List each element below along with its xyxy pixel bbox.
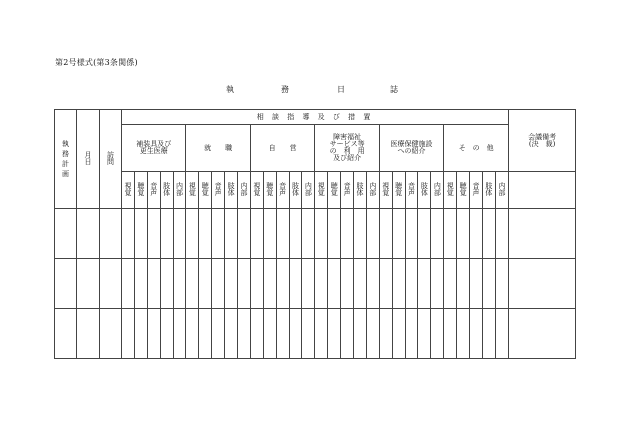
subcolumn-char: 体 [292, 189, 300, 197]
subcolumn-label [431, 181, 443, 199]
subcolumn-label [174, 181, 186, 199]
subcolumn-header [250, 172, 263, 209]
table-cell[interactable] [328, 259, 341, 309]
subcolumn-label [315, 181, 327, 199]
table-cell[interactable] [276, 309, 289, 359]
table-cell[interactable] [302, 259, 315, 309]
subcolumn-label [290, 181, 302, 199]
table-cell[interactable] [289, 209, 302, 259]
category-shuushoku [186, 125, 250, 172]
table-cell[interactable] [354, 309, 367, 359]
subcolumn-char: 体 [485, 189, 493, 197]
header-shitsumu-char: 計 [62, 159, 69, 168]
table-cell[interactable] [100, 259, 122, 309]
subcolumn-char: 部 [304, 189, 312, 197]
table-cell[interactable] [238, 309, 251, 359]
subcolumn-char: 覚 [330, 189, 338, 197]
header-shitsumu-char: 画 [62, 169, 69, 178]
subcolumn-char: 音 [214, 182, 222, 190]
table-row [55, 259, 576, 309]
document-title [0, 84, 630, 94]
subcolumn-char: 部 [176, 189, 183, 197]
table-cell[interactable] [289, 309, 302, 359]
table-cell[interactable] [392, 259, 405, 309]
subcolumn-header [199, 172, 212, 209]
subcolumn-char: 視 [446, 182, 454, 190]
table-cell[interactable] [379, 259, 392, 309]
subcolumn-label [496, 181, 508, 199]
subcolumn-label [302, 181, 314, 199]
table-cell[interactable] [418, 309, 431, 359]
subcolumn-header [173, 172, 186, 209]
subcolumn-char: 聴 [266, 182, 274, 190]
subcolumn-header [354, 172, 367, 209]
subcolumn-header [160, 172, 173, 209]
table-cell[interactable] [315, 259, 328, 309]
subcolumn-header [379, 172, 392, 209]
table-cell[interactable] [366, 309, 379, 359]
table-cell[interactable] [354, 259, 367, 309]
subcolumn-char: 視 [188, 182, 196, 190]
table-cell[interactable] [341, 259, 354, 309]
table-cell[interactable] [341, 309, 354, 359]
table-cell[interactable] [186, 209, 199, 259]
table-cell[interactable] [160, 259, 173, 309]
table-cell[interactable] [263, 209, 276, 259]
subcolumn-char: 部 [240, 189, 248, 197]
subcolumn-char: 覚 [253, 189, 261, 197]
subcolumn-char: 視 [317, 182, 325, 190]
subcolumn-char: 音 [472, 182, 480, 190]
table-cell[interactable] [509, 209, 576, 259]
subcolumn-char: 覚 [317, 189, 325, 197]
title-char-1: 執 [226, 85, 234, 94]
table-cell[interactable] [199, 309, 212, 359]
table-cell[interactable] [122, 309, 135, 359]
subcolumn-label [367, 181, 379, 199]
table-cell[interactable] [392, 209, 405, 259]
subcolumn-char: 覚 [266, 189, 274, 197]
table-cell[interactable] [444, 309, 457, 359]
table-cell[interactable] [354, 209, 367, 259]
table-cell[interactable] [238, 259, 251, 309]
subcolumn-header [405, 172, 418, 209]
subcolumn-char: 覚 [201, 189, 209, 197]
subcolumn-char: 音 [343, 182, 351, 190]
subcolumn-header [341, 172, 354, 209]
subcolumn-char: 聴 [330, 182, 338, 190]
category-line: 及び紹介 [333, 154, 362, 162]
header-homon-char: 訪 [107, 151, 114, 159]
subcolumn-char: 覚 [188, 189, 196, 197]
table-cell[interactable] [173, 309, 186, 359]
table-cell[interactable] [509, 259, 576, 309]
category-jiei [250, 125, 314, 172]
subcolumn-char: 声 [214, 189, 222, 197]
table-cell[interactable] [392, 309, 405, 359]
table-cell[interactable] [341, 209, 354, 259]
subcolumn-header [134, 172, 147, 209]
subcolumn-label [418, 181, 430, 199]
subcolumn-label [354, 181, 366, 199]
subcolumn-char: 部 [433, 189, 441, 197]
table-cell[interactable] [263, 259, 276, 309]
table-cell[interactable] [276, 259, 289, 309]
subcolumn-char: 声 [472, 189, 480, 197]
category-line: 補装具及び [136, 140, 172, 148]
subcolumn-char: 音 [408, 182, 416, 190]
table-cell[interactable] [238, 209, 251, 259]
subcolumn-label [122, 181, 134, 199]
table-cell[interactable] [212, 259, 225, 309]
subcolumn-char: 肢 [420, 182, 428, 190]
subcolumn-header [457, 172, 470, 209]
table-cell[interactable] [250, 309, 263, 359]
table-cell[interactable] [225, 259, 238, 309]
subcolumn-label [444, 181, 456, 199]
subcolumn-char: 内 [176, 182, 183, 190]
category-sonota [444, 125, 509, 172]
subcolumn-label [135, 181, 147, 199]
subcolumn-header [212, 172, 225, 209]
table-cell[interactable] [199, 209, 212, 259]
table-cell[interactable] [173, 209, 186, 259]
header-day: 日 [84, 158, 92, 166]
table-cell[interactable] [315, 209, 328, 259]
subcolumn-char: 体 [420, 189, 428, 197]
subcolumn-char: 内 [304, 182, 312, 190]
category-line: 自 営 [268, 143, 297, 152]
table-cell[interactable] [328, 209, 341, 259]
subcolumn-char: 聴 [459, 182, 467, 190]
title-char-4: 誌 [390, 85, 398, 94]
table-cell[interactable] [160, 209, 173, 259]
subcolumn-label [264, 181, 276, 199]
table-cell[interactable] [431, 209, 444, 259]
subcolumn-char: 覚 [395, 189, 403, 197]
subcolumn-header [263, 172, 276, 209]
subcolumn-label [148, 181, 160, 199]
subcolumn-char: 覚 [382, 189, 390, 197]
table-cell[interactable] [315, 309, 328, 359]
table-cell[interactable] [199, 259, 212, 309]
table-cell[interactable] [55, 209, 77, 259]
table-cell[interactable] [225, 209, 238, 259]
subcolumn-char: 内 [433, 182, 441, 190]
subcolumn-char: 部 [498, 189, 506, 197]
table-cell[interactable] [77, 259, 100, 309]
header-soudan-shidou: 相 談 指 導 及 び 措 置 [122, 110, 509, 125]
subcolumn-char: 肢 [292, 182, 300, 190]
table-cell[interactable] [418, 209, 431, 259]
table-cell[interactable] [263, 309, 276, 359]
table-cell[interactable] [122, 209, 135, 259]
table-cell[interactable] [134, 259, 147, 309]
table-row [55, 309, 576, 359]
subcolumn-label [251, 181, 263, 199]
subcolumn-char: 肢 [356, 182, 364, 190]
table-cell[interactable] [77, 209, 100, 259]
table-cell[interactable] [212, 309, 225, 359]
table-cell[interactable] [212, 209, 225, 259]
duty-log-table [54, 109, 576, 359]
table-cell[interactable] [495, 259, 508, 309]
header-shitsumu-keikaku [55, 110, 77, 209]
subcolumn-label [161, 181, 173, 199]
subcolumn-header [225, 172, 238, 209]
subcolumn-header [418, 172, 431, 209]
remarks-line-2: (決 裁) [528, 139, 556, 148]
subcolumn-char: 肢 [227, 182, 235, 190]
table-cell[interactable] [186, 259, 199, 309]
subcolumn-label [470, 181, 482, 199]
subcolumn-char: 音 [279, 182, 287, 190]
category-line: 就 職 [204, 143, 233, 152]
table-cell[interactable] [444, 259, 457, 309]
subcolumn-char: 体 [227, 189, 235, 197]
table-cell[interactable] [302, 209, 315, 259]
table-cell[interactable] [444, 209, 457, 259]
header-month-day [77, 110, 100, 209]
subcolumn-label [393, 181, 405, 199]
header-homon-char: 問 [107, 158, 114, 166]
table-cell[interactable] [482, 209, 495, 259]
table-cell[interactable] [457, 209, 470, 259]
table-cell[interactable] [302, 309, 315, 359]
subcolumn-char: 覚 [446, 189, 454, 197]
subcolumn-label [328, 181, 340, 199]
subcolumn-char: 体 [163, 189, 171, 197]
subcolumn-header [147, 172, 160, 209]
table-cell[interactable] [186, 309, 199, 359]
table-cell[interactable] [122, 259, 135, 309]
category-line: の 利 用 [329, 147, 365, 155]
table-cell[interactable] [77, 309, 100, 359]
subcolumn-header [495, 172, 508, 209]
subcolumn-header [431, 172, 444, 209]
subcolumn-header [238, 172, 251, 209]
header-remarks [509, 110, 576, 172]
table-cell[interactable] [250, 209, 263, 259]
table-cell[interactable] [289, 259, 302, 309]
subcolumn-header [328, 172, 341, 209]
category-iryou-hoken [379, 125, 443, 172]
subcolumn-header [289, 172, 302, 209]
subcolumn-label [199, 181, 211, 199]
subcolumn-char: 覚 [137, 189, 145, 197]
remarks-subheader-blank [509, 172, 576, 209]
subcolumn-char: 視 [253, 182, 261, 190]
subcolumn-header [366, 172, 379, 209]
subcolumn-char: 声 [279, 189, 287, 197]
subcolumn-header [482, 172, 495, 209]
table-cell[interactable] [173, 259, 186, 309]
subcolumn-label [406, 181, 418, 199]
subcolumn-char: 部 [369, 189, 377, 197]
table-cell[interactable] [470, 209, 483, 259]
subcolumn-char: 覚 [459, 189, 467, 197]
table-cell[interactable] [134, 309, 147, 359]
subcolumn-char: 聴 [201, 182, 209, 190]
subcolumn-header [470, 172, 483, 209]
table-cell[interactable] [379, 309, 392, 359]
table-cell[interactable] [509, 309, 576, 359]
subcolumn-char: 肢 [163, 182, 171, 190]
header-shitsumu-char: 執 [62, 139, 69, 148]
table-cell[interactable] [418, 259, 431, 309]
subcolumn-char: 内 [240, 182, 248, 190]
category-line: への紹介 [397, 147, 426, 155]
header-month: 月 [84, 151, 92, 159]
title-char-2: 務 [281, 85, 289, 94]
category-line: 障害福祉 [333, 133, 362, 141]
subcolumn-label [341, 181, 353, 199]
subcolumn-header [392, 172, 405, 209]
table-cell[interactable] [100, 209, 122, 259]
table-cell[interactable] [366, 259, 379, 309]
table-cell[interactable] [457, 259, 470, 309]
table-cell[interactable] [405, 309, 418, 359]
table-cell[interactable] [100, 309, 122, 359]
subcolumn-label [225, 181, 237, 199]
header-shitsumu-char: 務 [62, 149, 69, 158]
subcolumn-label [186, 181, 198, 199]
table-cell[interactable] [431, 309, 444, 359]
table-cell[interactable] [147, 209, 160, 259]
subcolumn-header [315, 172, 328, 209]
table-cell[interactable] [482, 309, 495, 359]
table-cell[interactable] [405, 209, 418, 259]
subcolumn-char: 聴 [137, 182, 145, 190]
table-cell[interactable] [55, 309, 77, 359]
table-cell[interactable] [431, 259, 444, 309]
subcolumn-label [483, 181, 495, 199]
category-line: 医療保健施設 [390, 140, 433, 148]
subcolumn-char: 内 [369, 182, 377, 190]
table-cell[interactable] [495, 209, 508, 259]
table-cell[interactable] [134, 209, 147, 259]
subcolumn-label [238, 181, 250, 199]
category-line: 更生医療 [139, 147, 168, 155]
table-cell[interactable] [55, 259, 77, 309]
table-cell[interactable] [405, 259, 418, 309]
subcolumn-char: 肢 [485, 182, 493, 190]
subcolumn-char: 覚 [124, 189, 132, 197]
table-cell[interactable] [160, 309, 173, 359]
table-cell[interactable] [470, 309, 483, 359]
table-cell[interactable] [379, 209, 392, 259]
subcolumn-header [276, 172, 289, 209]
category-line: サービス等 [329, 140, 365, 148]
category-shougai-fukushi [315, 125, 379, 172]
subcolumn-char: 視 [382, 182, 390, 190]
form-number: 第2号様式(第3条関係) [55, 58, 138, 67]
table-cell[interactable] [495, 309, 508, 359]
table-cell[interactable] [276, 209, 289, 259]
title-char-3: 日 [337, 85, 345, 94]
category-hosougu [122, 125, 186, 172]
subcolumn-header [444, 172, 457, 209]
remarks-line-1: 会議備考 [528, 132, 557, 141]
table-cell[interactable] [328, 309, 341, 359]
subcolumn-label [212, 181, 224, 199]
subcolumn-header [186, 172, 199, 209]
subcolumn-char: 声 [343, 189, 351, 197]
table-cell[interactable] [147, 259, 160, 309]
table-row [55, 209, 576, 259]
subcolumn-label [380, 181, 392, 199]
subcolumn-char: 音 [150, 182, 158, 190]
subcolumn-header [122, 172, 135, 209]
table-cell[interactable] [457, 309, 470, 359]
table-cell[interactable] [147, 309, 160, 359]
subcolumn-label [277, 181, 289, 199]
subcolumn-label [457, 181, 469, 199]
subcolumn-char: 声 [150, 189, 158, 197]
table-cell[interactable] [470, 259, 483, 309]
subcolumn-char: 視 [124, 182, 132, 190]
subcolumn-char: 体 [356, 189, 364, 197]
table-cell[interactable] [366, 209, 379, 259]
subcolumn-char: 内 [498, 182, 506, 190]
subcolumn-header [302, 172, 315, 209]
table-cell[interactable] [225, 309, 238, 359]
table-cell[interactable] [250, 259, 263, 309]
table-cell[interactable] [482, 259, 495, 309]
category-line: そ の 他 [458, 143, 494, 152]
subcolumn-char: 声 [408, 189, 416, 197]
header-homon [100, 110, 122, 209]
subcolumn-char: 聴 [395, 182, 403, 190]
